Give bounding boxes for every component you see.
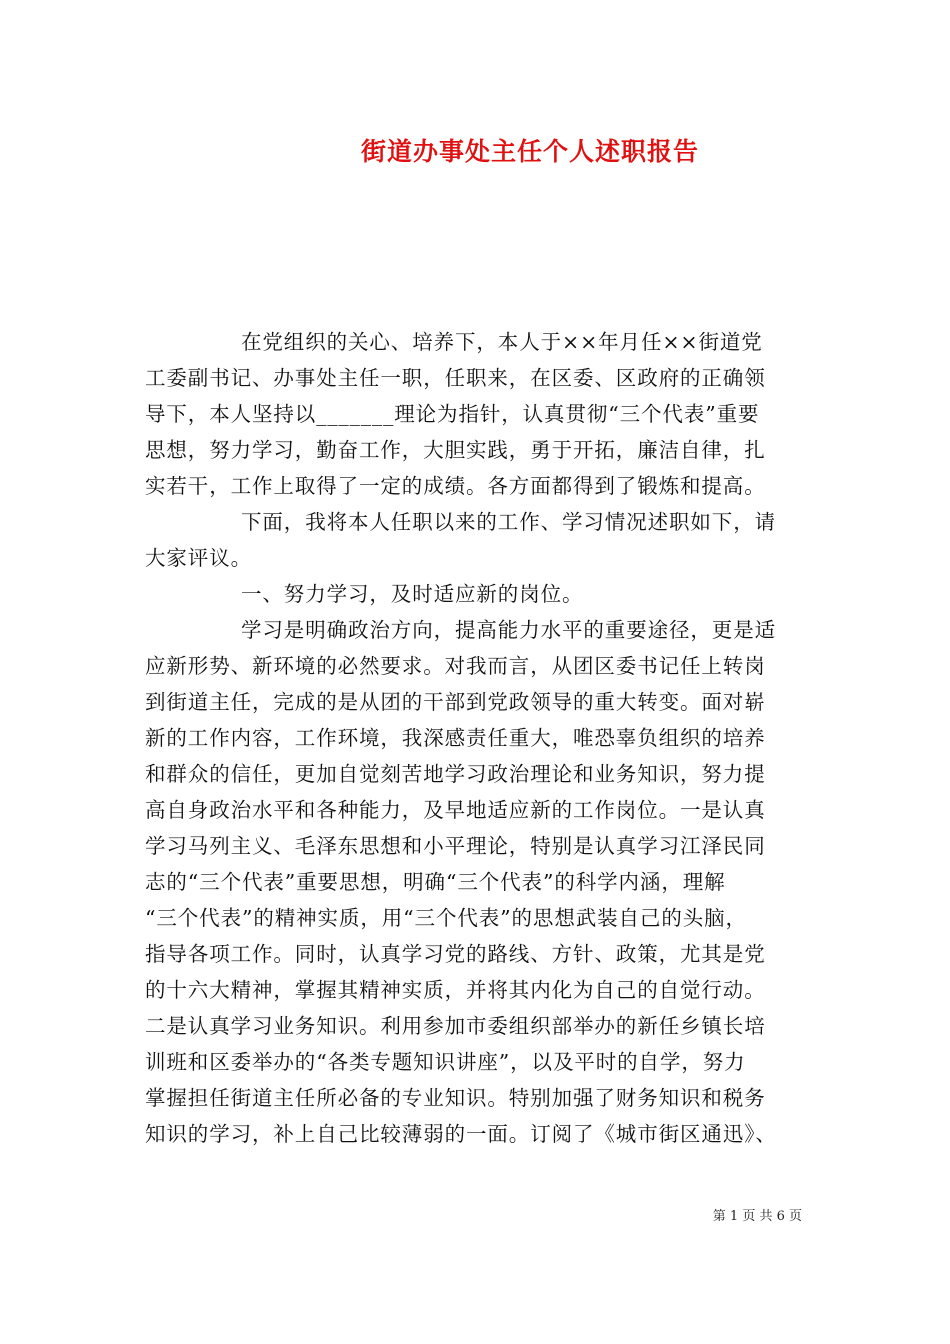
paragraph-line: 的十六大精神，掌握其精神实质，并将其内化为自己的自觉行动。 <box>145 978 766 1002</box>
paragraph-line: 大家评议。 <box>145 546 252 570</box>
paragraph-line: 掌握担任街道主任所必备的专业知识。特别加强了财务知识和税务 <box>145 1086 766 1110</box>
paragraph-line: 导下，本人坚持以_______理论为指针，认真贯彻“三个代表”重要 <box>145 402 760 426</box>
paragraph-line: 高自身政治水平和各种能力，及早地适应新的工作岗位。一是认真 <box>145 798 766 822</box>
document-body <box>145 324 810 1152</box>
page-footer: 第 1 页 共 6 页 <box>712 1209 802 1224</box>
paragraph-line: 志的“三个代表”重要思想，明确“三个代表”的科学内涵，理解 <box>145 870 726 894</box>
paragraph-line: 和群众的信任，更加自觉刻苦地学习政治理论和业务知识，努力提 <box>145 762 766 786</box>
paragraph-line: 训班和区委举办的“各类专题知识讲座”，以及平时的自学，努力 <box>145 1050 746 1074</box>
paragraph-line: 到街道主任，完成的是从团的干部到党政领导的重大转变。面对崭 <box>145 690 766 714</box>
paragraph-line: 工委副书记、办事处主任一职，任职来，在区委、区政府的正确领 <box>145 366 766 390</box>
paragraph-line: 实若干，工作上取得了一定的成绩。各方面都得到了锻炼和提高。 <box>145 474 766 498</box>
paragraph-line: 在党组织的关心、培养下，本人于××年月任××街道党 <box>241 330 763 354</box>
paragraph-line: 学习是明确政治方向，提高能力水平的重要途径，更是适 <box>241 618 776 642</box>
paragraph-line: 知识的学习，补上自己比较薄弱的一面。订阅了《城市街区通迅》、 <box>145 1122 777 1146</box>
paragraph-line: 新的工作内容，工作环境，我深感责任重大，唯恐辜负组织的培养 <box>145 726 766 750</box>
paragraph-line: 二是认真学习业务知识。利用参加市委组织部举办的新任乡镇长培 <box>145 1014 766 1038</box>
paragraph-line: 下面，我将本人任职以来的工作、学习情况述职如下，请 <box>241 510 776 534</box>
document-title: 街道办事处主任个人述职报告 <box>360 137 699 166</box>
paragraph-line: “三个代表”的精神实质，用“三个代表”的思想武装自己的头脑， <box>145 906 747 930</box>
paragraph-line: 应新形势、新环境的必然要求。对我而言，从团区委书记任上转岗 <box>145 654 766 678</box>
section-heading: 一、努力学习，及时适应新的岗位。 <box>241 582 584 606</box>
paragraph-line: 指导各项工作。同时，认真学习党的路线、方针、政策，尤其是党 <box>145 942 766 966</box>
paragraph-line: 思想，努力学习，勤奋工作，大胆实践，勇于开拓，廉洁自律，扎 <box>145 438 766 462</box>
paragraph-line: 学习马列主义、毛泽东思想和小平理论，特别是认真学习江泽民同 <box>145 834 766 858</box>
